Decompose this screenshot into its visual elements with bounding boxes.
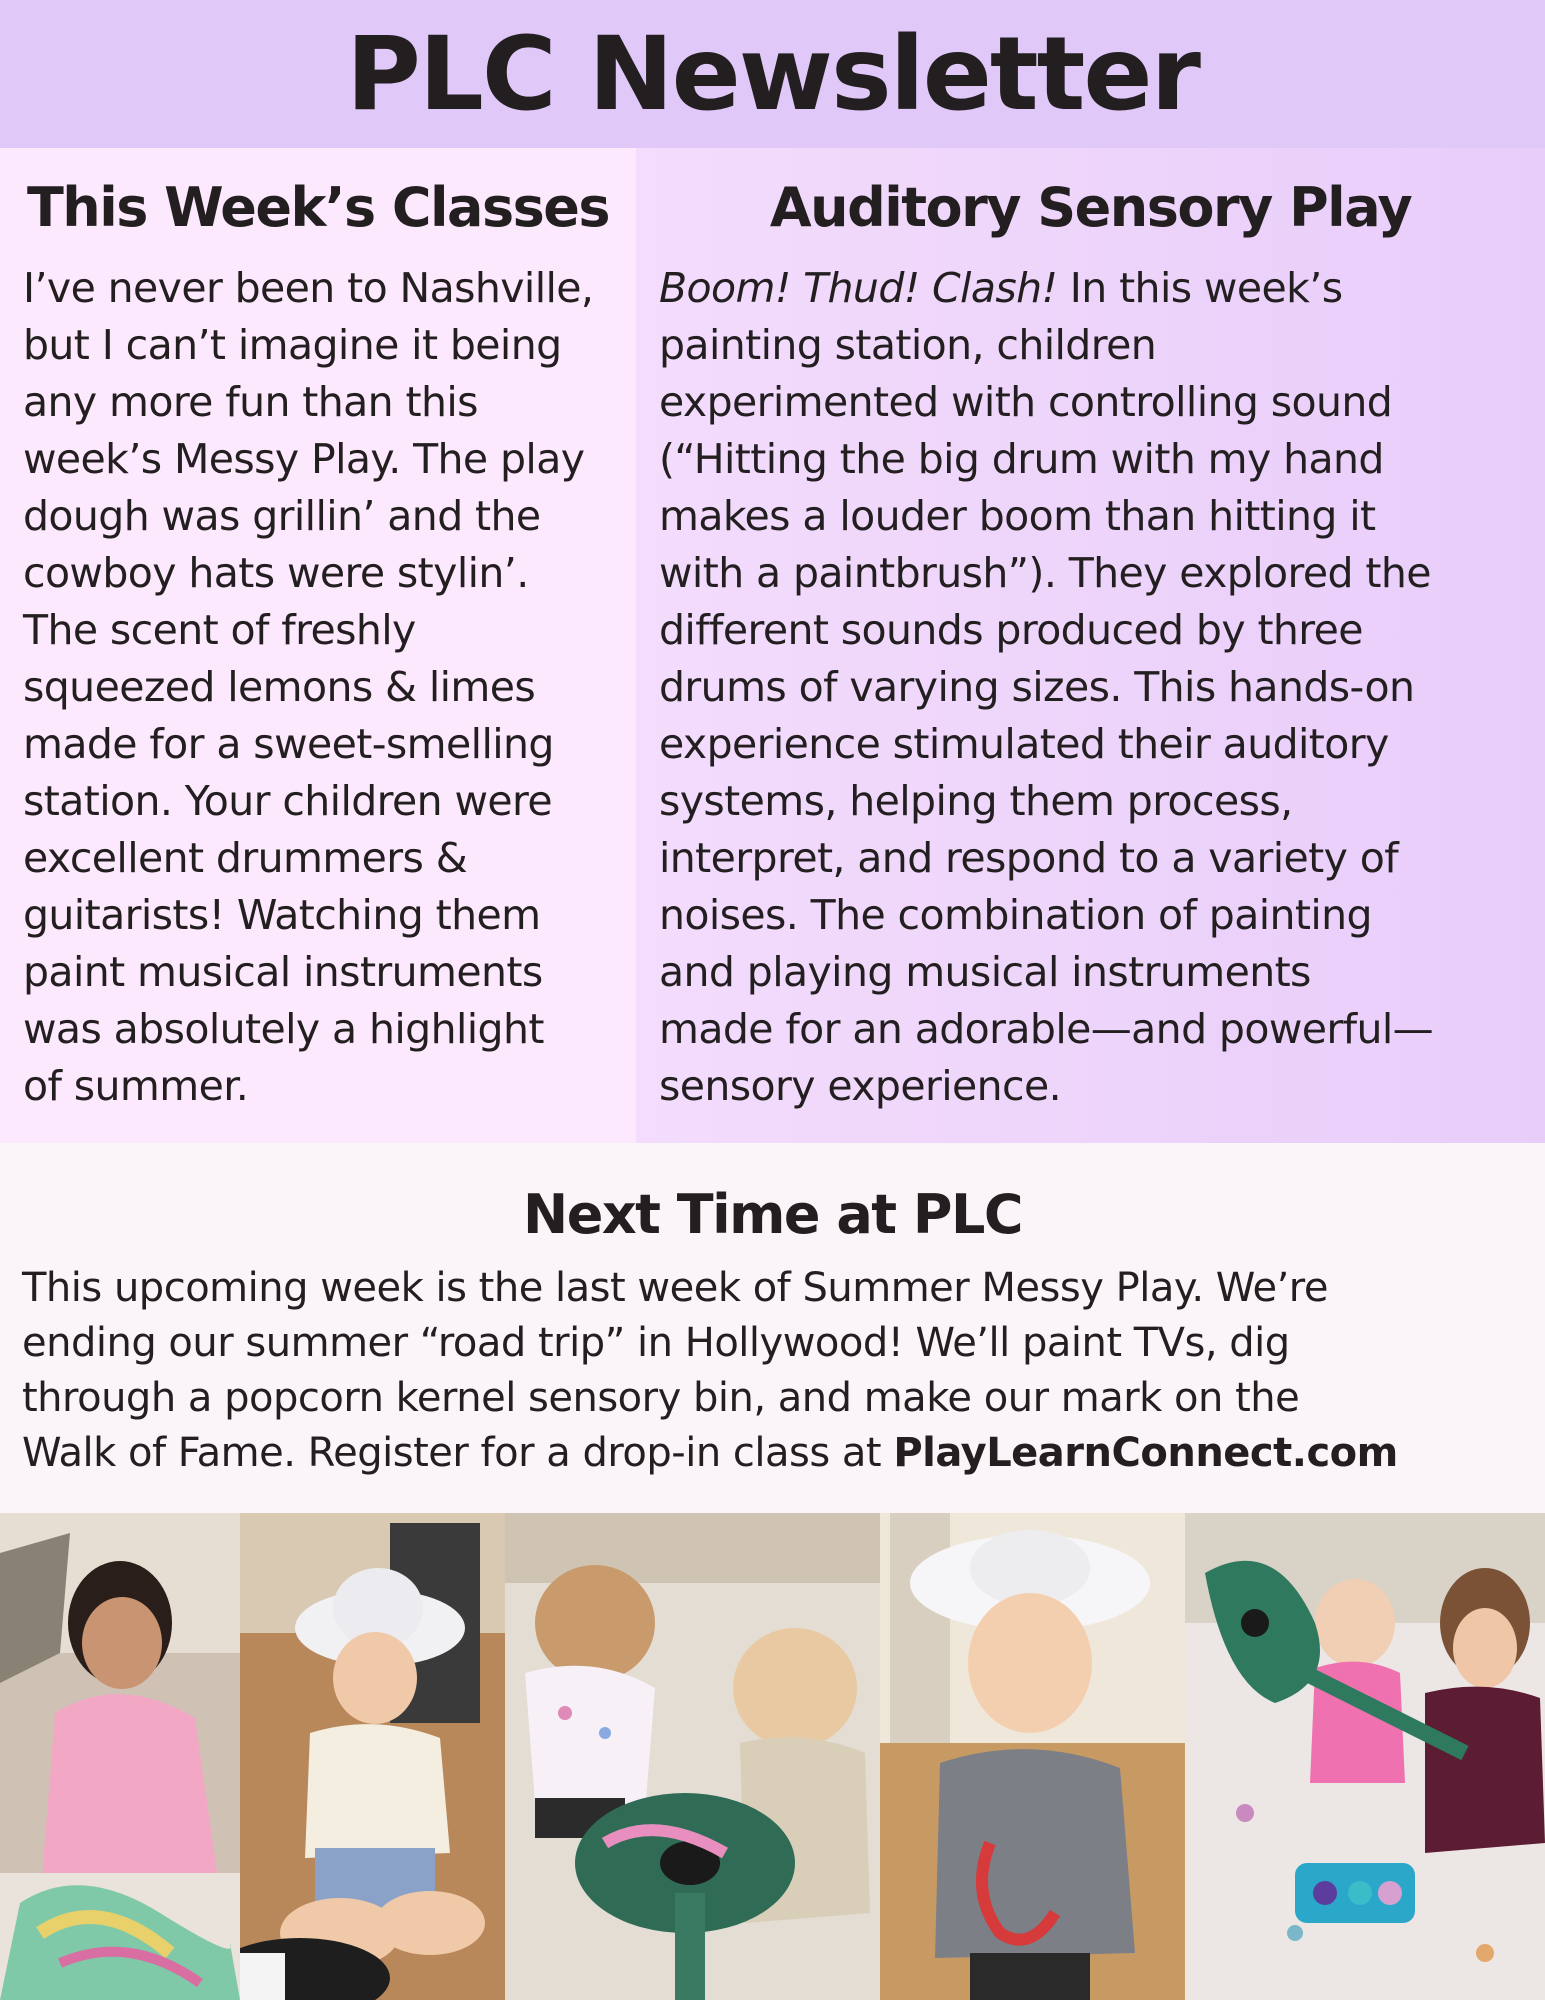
text-line: interpret, and respond to a variety of bbox=[659, 834, 1399, 882]
auditory-sensory-play-section bbox=[636, 148, 1545, 1143]
text-line: noises. The combination of painting bbox=[659, 891, 1372, 939]
text-line: station. Your children were bbox=[23, 777, 552, 825]
photo-toddler-cowboy-hat bbox=[240, 1513, 505, 2000]
text-line: any more fun than this bbox=[23, 378, 478, 426]
this-weeks-classes-section bbox=[0, 148, 636, 1143]
text-line: and playing musical instruments bbox=[659, 948, 1311, 996]
intro-rest: In this week’s bbox=[1057, 264, 1343, 312]
text-line: drums of varying sizes. This hands-on bbox=[659, 663, 1415, 711]
text-line: through a popcorn kernel sensory bin, and make our mark on the bbox=[22, 1375, 1300, 1421]
text-line bbox=[22, 1426, 1523, 1481]
next-time-section bbox=[0, 1143, 1545, 1513]
text-line: was absolutely a highlight bbox=[23, 1005, 544, 1053]
page-title: PLC Newsletter bbox=[346, 14, 1199, 134]
text-line: dough was grillin’ and the bbox=[23, 492, 541, 540]
text-line: I’ve never been to Nashville, bbox=[23, 264, 594, 312]
website-link[interactable]: PlayLearnConnect.com bbox=[893, 1430, 1398, 1476]
photo-strip bbox=[0, 1513, 1545, 2000]
photo-toddler-painting bbox=[0, 1513, 240, 2000]
text-line: makes a louder boom than hitting it bbox=[659, 492, 1376, 540]
auditory-sensory-play-title: Auditory Sensory Play bbox=[769, 176, 1412, 239]
text-line: made for an adorable—and powerful— bbox=[659, 1005, 1434, 1053]
text-line: experimented with controlling sound bbox=[659, 378, 1393, 426]
text-line: paint musical instruments bbox=[23, 948, 543, 996]
photo-toddler-guitar-adult bbox=[1185, 1513, 1545, 2000]
this-weeks-classes-text bbox=[23, 260, 633, 1115]
text-line: excellent drummers & bbox=[23, 834, 468, 882]
next-time-title: Next Time at PLC bbox=[523, 1183, 1022, 1246]
this-weeks-classes-title: This Week’s Classes bbox=[26, 176, 610, 239]
intro-italic: Boom! Thud! Clash! bbox=[659, 264, 1058, 312]
text-line: sensory experience. bbox=[659, 1062, 1062, 1110]
text-line: squeezed lemons & limes bbox=[23, 663, 536, 711]
text-line: cowboy hats were stylin’. bbox=[23, 549, 529, 597]
text-line: made for a sweet-smelling bbox=[23, 720, 554, 768]
text-line bbox=[659, 260, 1529, 317]
text-line: with a paintbrush”). They explored the bbox=[659, 549, 1431, 597]
text-line: different sounds produced by three bbox=[659, 606, 1363, 654]
text-line: ending our summer “road trip” in Hollywood! We’ll paint TVs, dig bbox=[22, 1320, 1290, 1366]
text-line: The scent of freshly bbox=[23, 606, 416, 654]
text-line: experience stimulated their auditory bbox=[659, 720, 1389, 768]
text-line: systems, helping them process, bbox=[659, 777, 1293, 825]
text-line: but I can’t imagine it being bbox=[23, 321, 562, 369]
text-line: painting station, children bbox=[659, 321, 1157, 369]
text-line: week’s Messy Play. The play bbox=[23, 435, 585, 483]
text-line: of summer. bbox=[23, 1062, 249, 1110]
newsletter-header bbox=[0, 0, 1545, 148]
auditory-sensory-play-text bbox=[659, 260, 1529, 1115]
register-text: Walk of Fame. Register for a drop-in class at bbox=[22, 1430, 894, 1476]
next-time-text bbox=[22, 1261, 1523, 1481]
text-line: (“Hitting the big drum with my hand bbox=[659, 435, 1384, 483]
text-line: guitarists! Watching them bbox=[23, 891, 541, 939]
text-line: This upcoming week is the last week of Summer Messy Play. We’re bbox=[22, 1265, 1328, 1311]
photo-toddlers-painting-guitar bbox=[505, 1513, 880, 2000]
photo-smiling-toddler bbox=[880, 1513, 1185, 2000]
